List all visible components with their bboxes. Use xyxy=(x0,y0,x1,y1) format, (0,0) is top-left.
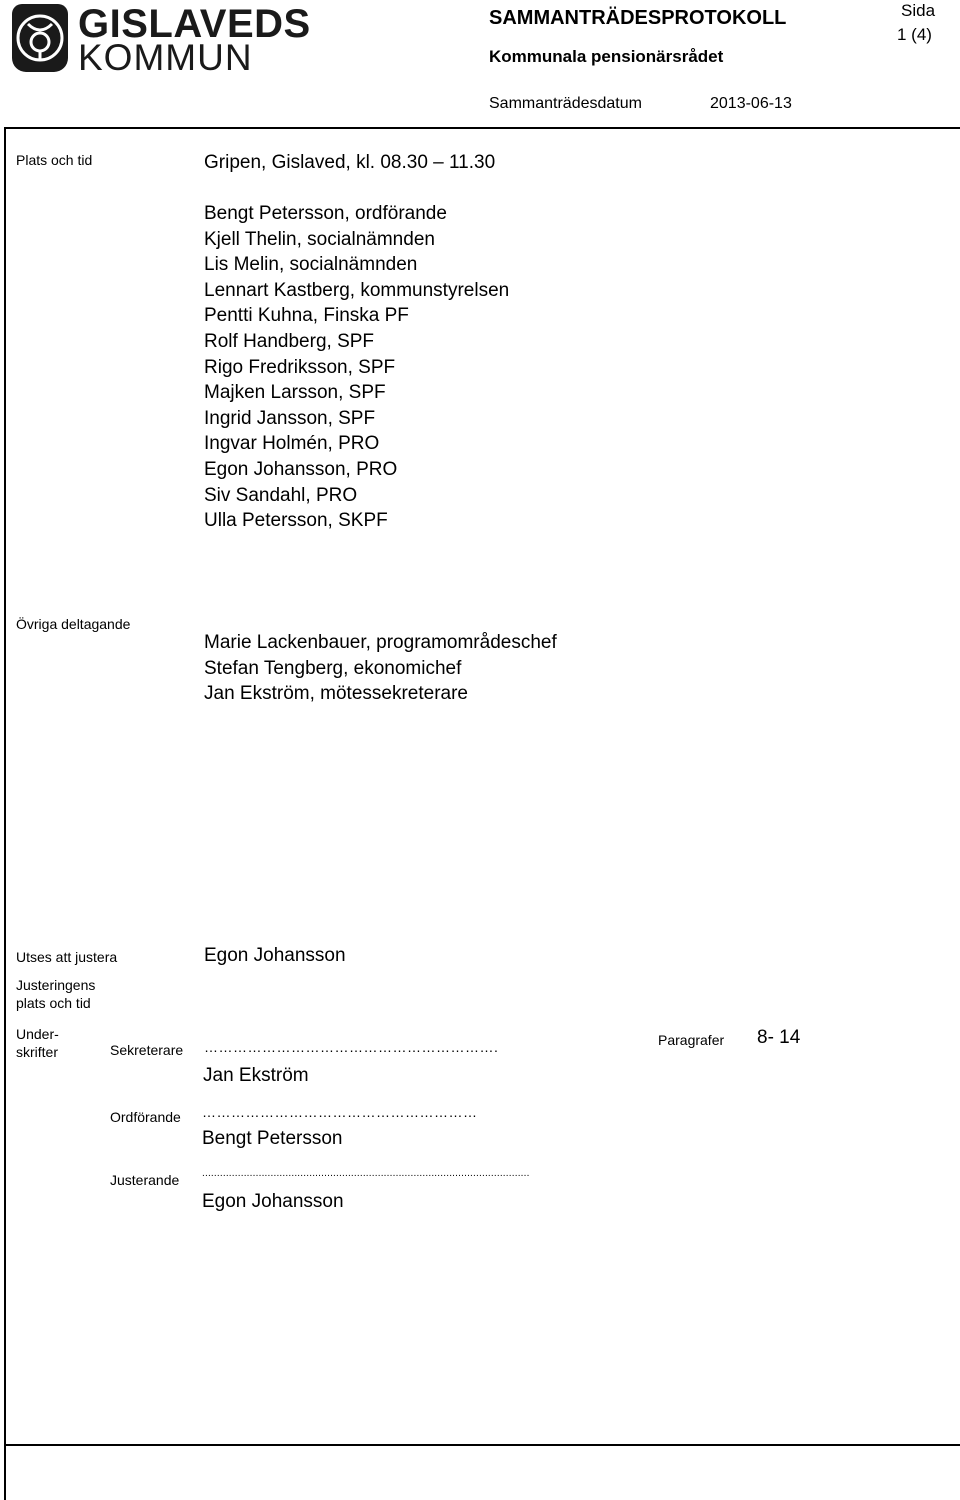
attendee-item: Ingrid Jansson, SPF xyxy=(204,407,376,429)
paragraphs-value: 8- 14 xyxy=(757,1027,801,1048)
other-participants-list xyxy=(204,630,557,707)
attendee-item: Bengt Petersson, ordförande xyxy=(204,203,447,224)
attendee-item: Egon Johansson, PRO xyxy=(204,458,398,480)
other-participant-item: Marie Lackenbauer, programområdeschef xyxy=(204,632,557,653)
meeting-date-label: Sammanträdesdatum xyxy=(489,95,642,112)
attendee-item: Majken Larsson, SPF xyxy=(204,382,386,404)
header-divider xyxy=(4,127,960,129)
attendee-item: Ingvar Holmén, PRO xyxy=(204,433,380,455)
place-time-value: Gripen, Gislaved, kl. 08.30 – 11.30 xyxy=(204,152,496,173)
other-participants-label: Övriga deltagande xyxy=(16,616,131,632)
logo-subname: KOMMUN xyxy=(78,37,253,78)
signature-role: Ordförande xyxy=(110,1109,181,1125)
attendee-item: Lis Melin, socialnämnden xyxy=(204,254,418,276)
paragraphs-label: Paragrafer xyxy=(658,1032,725,1048)
document-subtitle: Kommunala pensionärsrådet xyxy=(489,47,724,66)
attendee-item: Lennart Kastberg, kommunstyrelsen xyxy=(204,279,510,301)
signature-role: Justerande xyxy=(110,1172,180,1188)
signature-line: ……………………………………………………. xyxy=(204,1039,499,1055)
adjustment-place-label-line2: plats och tid xyxy=(16,995,91,1011)
document-title: SAMMANTRÄDESPROTOKOLL xyxy=(489,7,787,29)
left-border xyxy=(4,127,6,1500)
signature-line: .............................................................................................................. xyxy=(202,1168,530,1179)
adjuster-label: Utses att justera xyxy=(16,949,118,965)
attendee-item: Rigo Fredriksson, SPF xyxy=(204,356,396,378)
meeting-date-value: 2013-06-13 xyxy=(710,95,792,112)
signature-line: ………………………………………………… xyxy=(202,1104,478,1120)
other-participant-item: Jan Ekström, mötessekreterare xyxy=(204,683,468,705)
municipality-logo-icon xyxy=(12,4,68,72)
attendee-list xyxy=(204,201,509,534)
signatures-label-line2: skrifter xyxy=(16,1044,58,1060)
signature-name: Egon Johansson xyxy=(202,1191,344,1212)
adjustment-place-label-line1: Justeringens xyxy=(16,977,96,993)
attendee-item: Pentti Kuhna, Finska PF xyxy=(204,305,409,327)
other-participant-item: Stefan Tengberg, ekonomichef xyxy=(204,657,462,679)
page-number: 1 (4) xyxy=(897,25,932,44)
logo-name: GISLAVEDS xyxy=(78,2,311,46)
page-label: Sida xyxy=(901,1,936,20)
signatures-label-line1: Under- xyxy=(16,1026,59,1042)
signature-name: Jan Ekström xyxy=(203,1065,309,1086)
footer-divider xyxy=(4,1444,960,1446)
place-time-label: Plats och tid xyxy=(16,152,93,168)
attendee-item: Siv Sandahl, PRO xyxy=(204,484,358,506)
attendee-item: Rolf Handberg, SPF xyxy=(204,330,375,352)
attendee-item: Ulla Petersson, SKPF xyxy=(204,510,388,532)
signature-name: Bengt Petersson xyxy=(202,1128,343,1149)
adjuster-value: Egon Johansson xyxy=(204,945,346,966)
attendee-item: Kjell Thelin, socialnämnden xyxy=(204,228,435,250)
signature-role: Sekreterare xyxy=(110,1042,184,1058)
